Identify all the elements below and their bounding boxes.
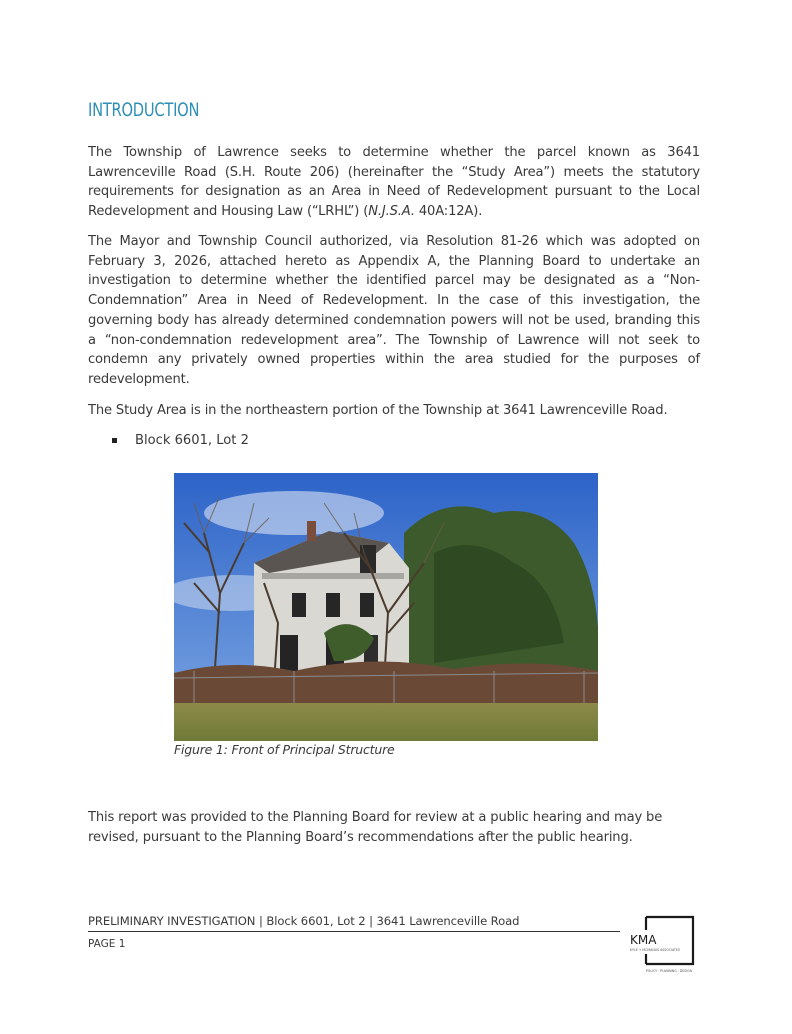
logo-mark: KMA — [630, 933, 657, 947]
logo-tagline: POLICY · PLANNING · DESIGN — [645, 969, 692, 973]
paragraph-intro-text: The Township of Lawrence seeks to determine whether the parcel known as 3641 Lawrenceville Road (S.H. Route 206) (hereinafter the “Study Area”) meets the statutory requirements for designation as an Area in Need of Redevelopment pursuant to the Local Redevelopment and Housing Law (“LRHL”) ( — [88, 145, 700, 220]
paragraph-intro — [88, 143, 700, 222]
principal-structure-photo — [174, 473, 598, 741]
paragraph-study-area: The Study Area is in the northeastern portion of the Township at 3641 Lawrenceville Road. — [88, 403, 668, 418]
square-bullet-icon — [112, 438, 117, 443]
bullet-text: Block 6601, Lot 2 — [135, 433, 249, 448]
footer-divider — [88, 931, 620, 932]
paragraph-authorization: The Mayor and Township Council authorized, via Resolution 81-26 which was adopted on February 3, 2026, attached hereto as Appendix A, the Planning Board to undertake an investigation to determine whether the identified parcel may be designated as a “Non-Condemnation” Area in Need of Redevelopment. In the case of this investigation, the governing body has already determined condemnation powers will not be used, branding this a “non-condemnation redevelopment area”. The Township of Lawrence will not seek to condemn any privately owned properties within the area studied for the purposes of redevelopment. — [88, 234, 700, 387]
footer-title: PRELIMINARY INVESTIGATION | Block 6601, Lot 2 | 3641 Lawrenceville Road — [88, 914, 520, 928]
list-item — [112, 431, 249, 451]
paragraph-intro-end: 40A:12A). — [414, 204, 483, 220]
paragraph-report-note: This report was provided to the Planning Board for review at a public hearing and may be revised, pursuant to the Planning Board’s recommendations after the public hearing. — [88, 810, 663, 845]
page-number: PAGE 1 — [88, 938, 126, 950]
logo-subtitle: KYLE + MCMANUS ASSOCIATES — [630, 948, 680, 952]
section-heading: INTRODUCTION — [88, 99, 200, 121]
figure-caption: Figure 1: Front of Principal Structure — [174, 742, 395, 757]
kma-logo — [626, 914, 702, 986]
statute-citation: N.J.S.A. — [368, 204, 415, 220]
